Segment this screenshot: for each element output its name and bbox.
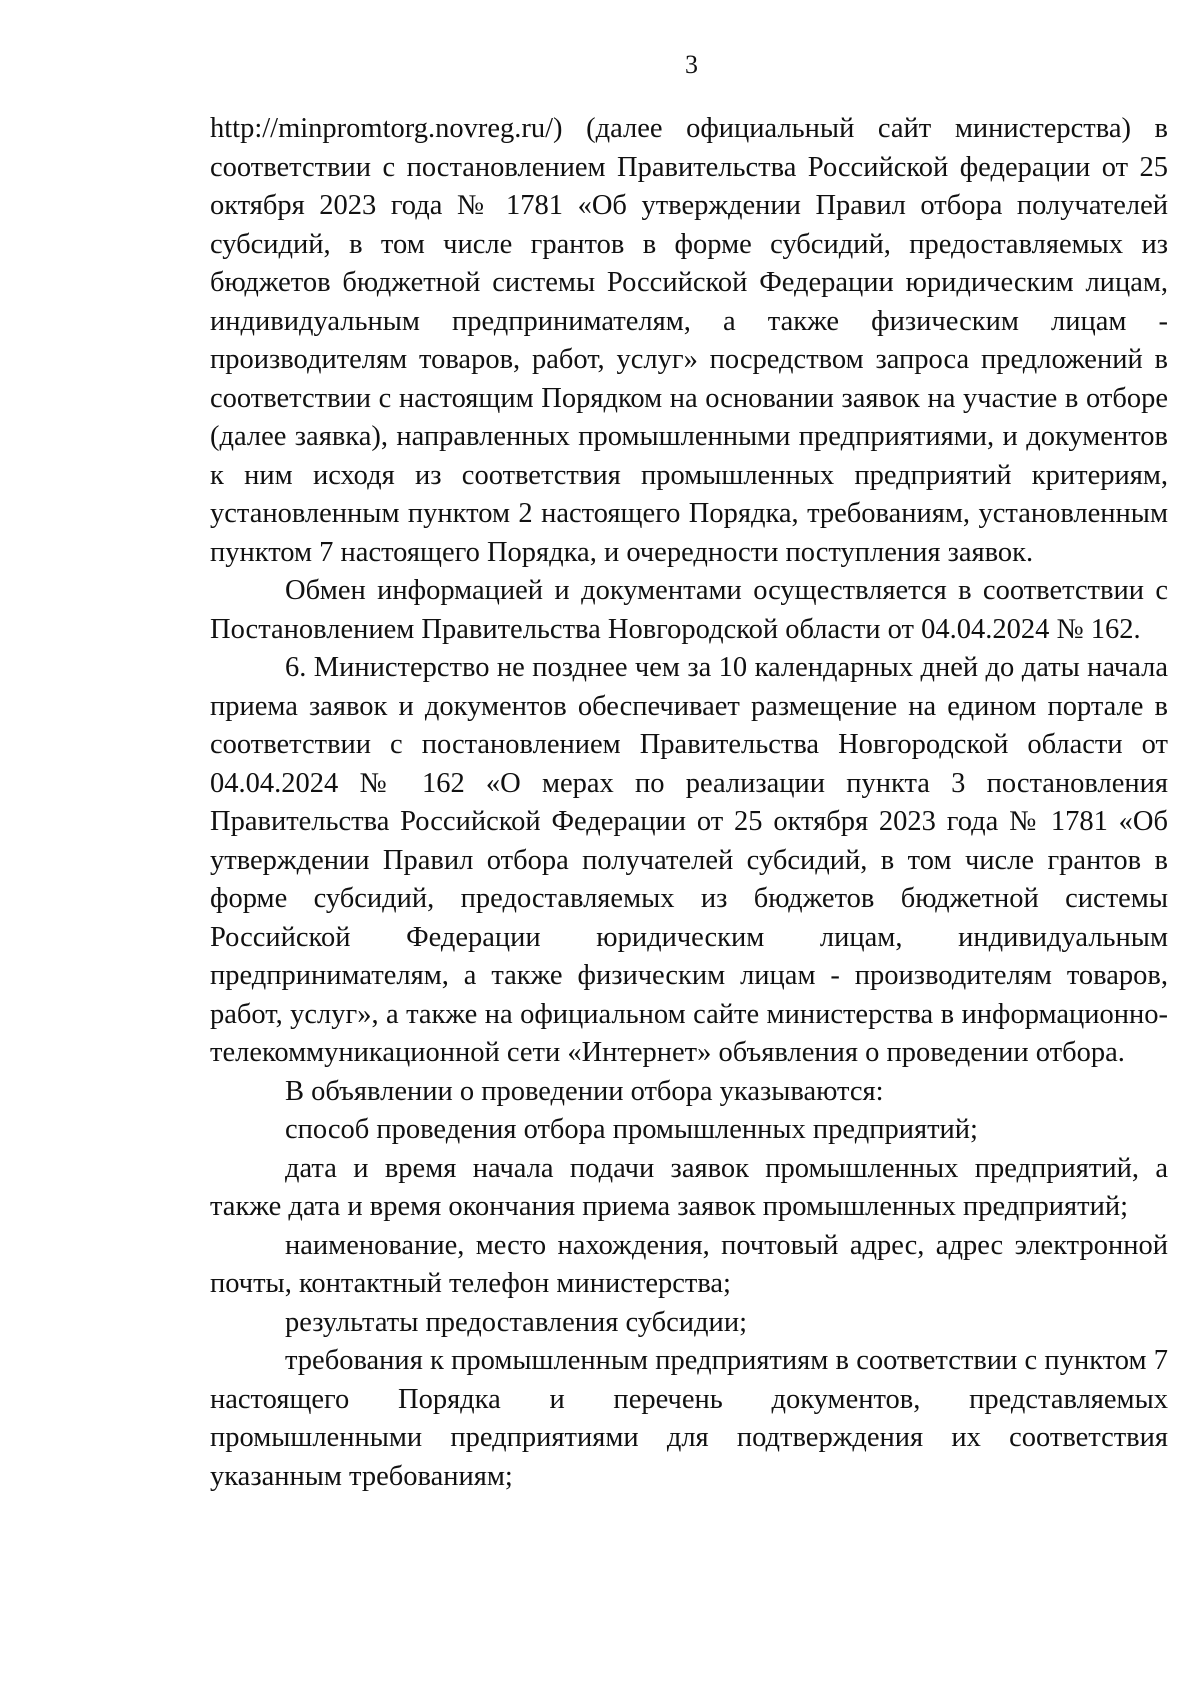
document-body: [210, 110, 1168, 1496]
list-item-application-dates: дата и время начала подачи заявок промышленных предприятий, а также дата и время окончания приема заявок промышленных предприятий;: [210, 1152, 1168, 1222]
list-item-enterprise-requirements: требования к промышленным предприятиям в соответствии с пунктом 7 настоящего Порядка и перечень документов, представляемых промышленными предприятиями для подтверждения их соответствия указанным требованиям;: [210, 1345, 1168, 1492]
paragraph-selection-procedure-continued: http://minpromtorg.novreg.ru/) (далее официальный сайт министерства) в соответствии с постановлением Правительства Российской федерации от 25 октября 2023 года № 1781 «Об утверждении Правил отбора получателей субсидий, в том числе грантов в форме субсидий, предоставляемых из бюджетов бюджетной системы Российской Федерации юридическим лицам, индивидуальным предпринимателям, а также физическим лицам - производителям товаров, работ, услуг» посредством запроса предложений в соответствии с настоящим Порядком на основании заявок на участие в отборе (далее заявка), направленных промышленными предприятиями, и документов к ним исходя из соответствия промышленных предприятий критериям, установленным пунктом 2 настоящего Порядка, требованиям, установленным пунктом 7 настоящего Порядка, и очередности поступления заявок.: [210, 113, 1168, 568]
paragraph-announcement-contents-intro: В объявлении о проведении отбора указываются:: [285, 1075, 884, 1107]
list-item-subsidy-results: результаты предоставления субсидии;: [285, 1306, 747, 1338]
paragraph-information-exchange: Обмен информацией и документами осуществляется в соответствии с Постановлением Правительства Новгородской области от 04.04.2024 № 162.: [210, 575, 1168, 645]
list-item-ministry-contacts: наименование, место нахождения, почтовый адрес, адрес электронной почты, контактный телефон министерства;: [210, 1229, 1168, 1299]
list-item-selection-method: способ проведения отбора промышленных предприятий;: [285, 1114, 978, 1145]
paragraph-item-6-announcement: 6. Министерство не позднее чем за 10 календарных дней до даты начала приема заявок и документов обеспечивает размещение на едином портале в соответствии с постановлением Правительства Новгородской области от 04.04.2024 № 162 «О мерах по реализации пункта 3 постановления Правительства Российской Федерации от 25 октября 2023 года № 1781 «Об утверждении Правил отбора получателей субсидий, в том числе грантов в форме субсидий, предоставляемых из бюджетов бюджетной системы Российской Федерации юридическим лицам, индивидуальным предпринимателям, а также физическим лицам - производителям товаров, работ, услуг», а также на официальном сайте министерства в информационно-телекоммуникационной сети «Интернет» объявления о проведении отбора.: [210, 652, 1168, 1068]
page-number: 3: [685, 50, 698, 79]
